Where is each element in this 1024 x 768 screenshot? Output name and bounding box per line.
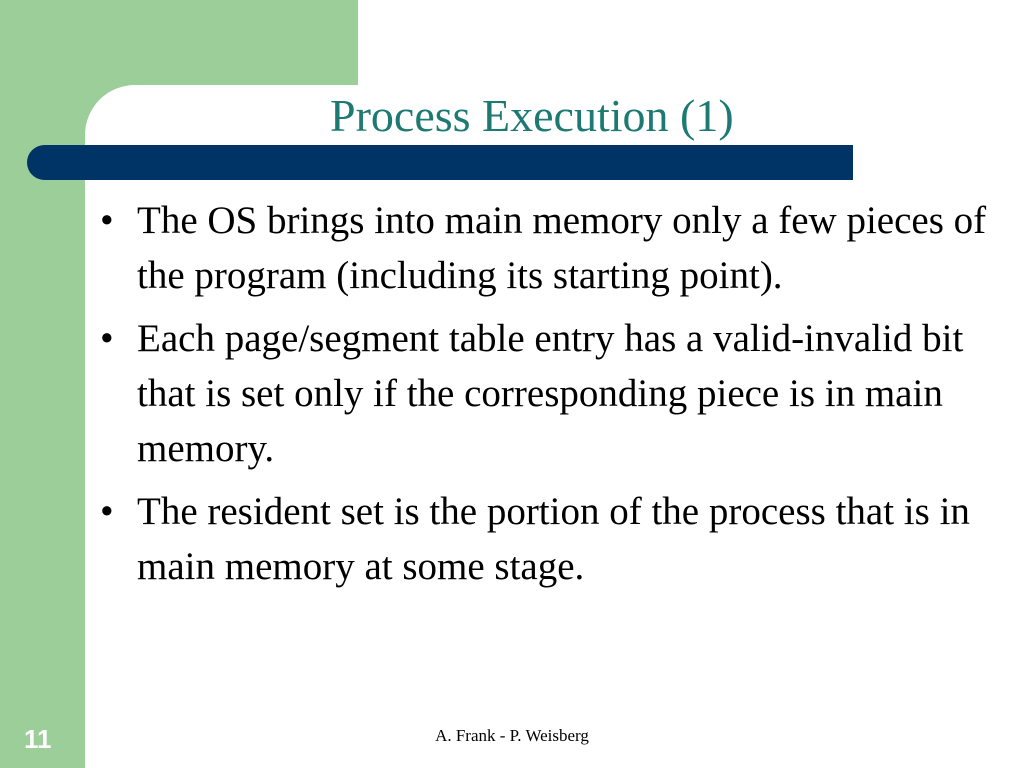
bullet-item [100, 484, 1000, 594]
bullet-text: Each page/segment table entry has a valid-invalid bit that is set only if the corresponding piece is in main memory. [137, 317, 964, 470]
bullet-text: The OS brings into main memory only a few pieces of the program (including its starting point). [137, 199, 987, 297]
bullet-icon: • [100, 317, 114, 360]
title-underline-bar [27, 145, 853, 180]
footer-authors: A. Frank - P. Weisberg [435, 726, 589, 745]
bullet-icon: • [100, 199, 114, 242]
page-number: 11 [24, 724, 52, 754]
bullet-list [100, 193, 1000, 602]
slide-title: Process Execution (1) [330, 90, 734, 141]
bullet-item [100, 311, 1000, 476]
bullet-text: The resident set is the portion of the process that is in main memory at some stage. [137, 490, 970, 588]
bullet-item [100, 193, 1000, 303]
bullet-icon: • [100, 490, 114, 533]
